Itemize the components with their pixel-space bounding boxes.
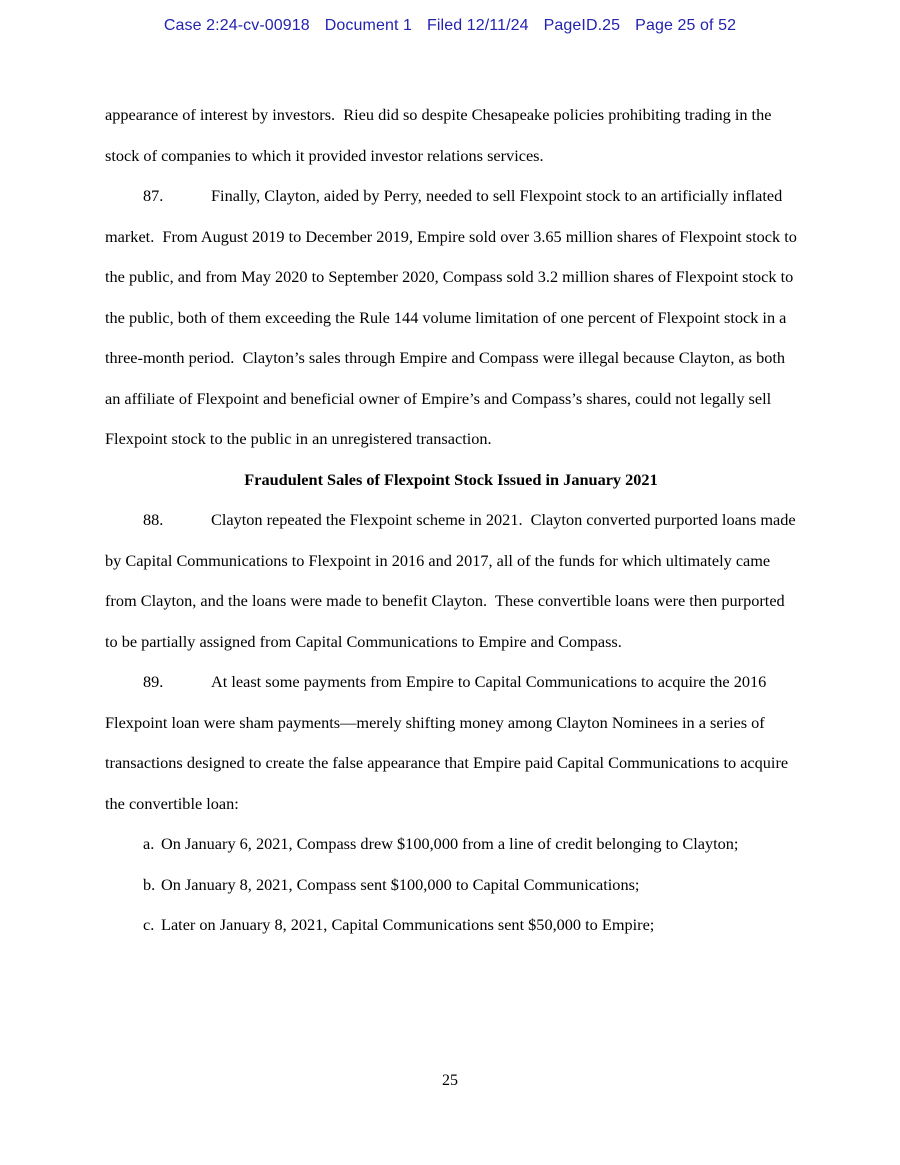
header-document-number: Document 1 bbox=[324, 17, 413, 34]
paragraph-87-text: Finally, Clayton, aided by Perry, needed to sell Flexpoint stock to an artificially inflated market. From August 2019 to December 2019, Empire sold over 3.65 million shares of Flexpoint stock to the public, and from May 2020 to September 2020, Compass sold 3.2 million shares of Flexpoint stock to the public, both of them exceeding the Rule 144 volume limitation of one percent of Flexpoint stock in a three-month period. Clayton’s sales through Empire and Compass were illegal because Clayton, as both an affiliate of Flexpoint and beneficial owner of Empire’s and Compass’s shares, could not legally sell Flexpoint stock to the public in an unregistered transaction. bbox=[105, 186, 801, 448]
case-header bbox=[0, 0, 900, 35]
transaction-list bbox=[143, 824, 797, 946]
document-body bbox=[105, 95, 801, 946]
paragraph-89-number: 89. bbox=[143, 672, 164, 691]
list-item-c-marker: c. bbox=[143, 915, 155, 934]
list-item-c bbox=[143, 905, 797, 946]
section-heading: Fraudulent Sales of Flexpoint Stock Issued in January 2021 bbox=[244, 469, 658, 489]
header-page-count: Page 25 of 52 bbox=[635, 17, 737, 34]
paragraph-86-continuation: appearance of interest by investors. Rieu did so despite Chesapeake policies prohibiting trading in the stock of companies to which it provided investor relations services. bbox=[105, 105, 776, 165]
paragraph-88-number: 88. bbox=[143, 510, 164, 529]
list-item-c-text: Later on January 8, 2021, Capital Communications sent $50,000 to Empire; bbox=[161, 915, 655, 934]
list-item-a-marker: a. bbox=[143, 834, 155, 853]
list-item-b-marker: b. bbox=[143, 874, 156, 894]
list-item-a-text: On January 6, 2021, Compass drew $100,000 from a line of credit belonging to Clayton; bbox=[161, 834, 739, 853]
paragraph-87 bbox=[105, 176, 801, 460]
list-item-b-text: On January 8, 2021, Compass sent $100,000 to Capital Communications; bbox=[161, 874, 640, 894]
header-page-id: PageID.25 bbox=[543, 17, 621, 34]
page-number: 25 bbox=[442, 1072, 458, 1089]
header-case-number: Case 2:24-cv-00918 bbox=[163, 17, 310, 34]
paragraph-87-number: 87. bbox=[143, 186, 164, 205]
header-filed-date: Filed 12/11/24 bbox=[427, 17, 529, 34]
paragraph-88-text: Clayton repeated the Flexpoint scheme in 2021. Clayton converted purported loans made by Capital Communications to Flexpoint in 2016 and 2017, all of the funds for which ultimately came from Clayton, and the loans were made to benefit Clayton. These convertible loans were then purported to be partially assigned from Capital Communications to Empire and Compass. bbox=[105, 510, 800, 651]
list-item-b bbox=[143, 865, 797, 906]
paragraph-88 bbox=[105, 500, 800, 662]
paragraph-89-text: At least some payments from Empire to Capital Communications to acquire the 2016 Flexpoint loan were sham payments—merely shifting money among Clayton Nominees in a series of transactions designed to create the false appearance that Empire paid Capital Communications to acquire the convertible loan: bbox=[105, 672, 793, 813]
list-item-a bbox=[143, 824, 797, 865]
paragraph-89 bbox=[105, 662, 797, 824]
